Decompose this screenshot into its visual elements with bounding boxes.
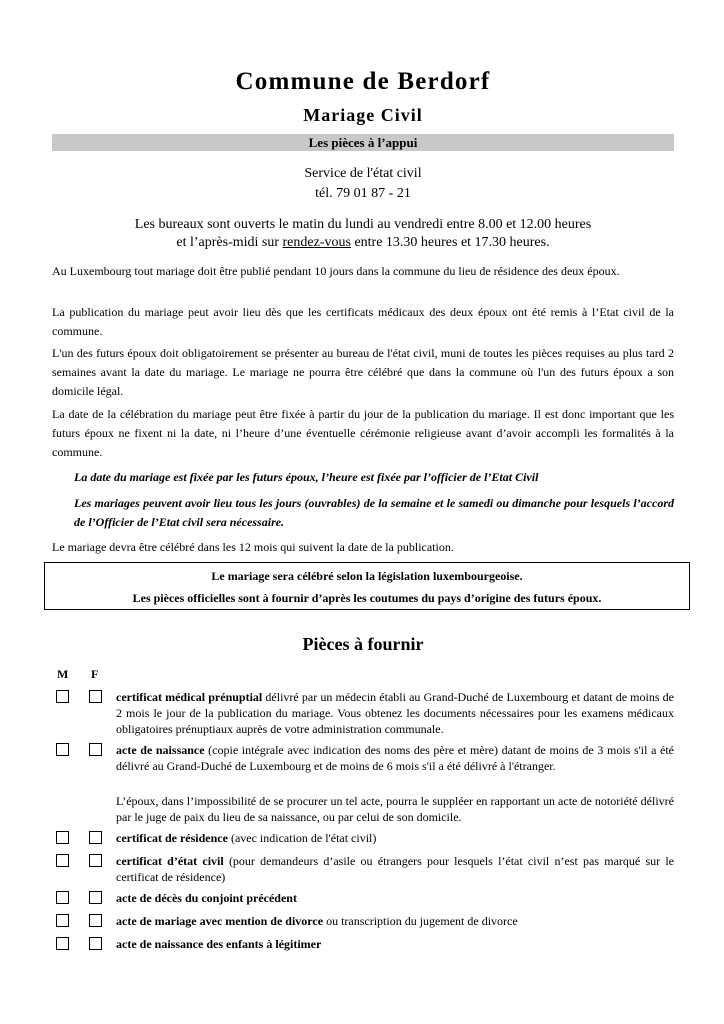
column-header-m: M: [57, 667, 69, 681]
piece-name: acte de naissance des enfants à légitimer: [116, 937, 322, 951]
service-name: Service de l'état civil: [304, 166, 422, 181]
checkbox-f[interactable]: [89, 831, 102, 844]
piece-name: acte de naissance: [116, 743, 205, 757]
checkbox-f[interactable]: [89, 690, 102, 703]
checkbox-f[interactable]: [89, 743, 102, 756]
piece-name: certificat médical prénuptial: [116, 690, 263, 704]
legislation-box: [44, 562, 690, 610]
checkbox-f[interactable]: [89, 891, 102, 904]
piece-text: [116, 936, 674, 952]
checkbox-f[interactable]: [89, 937, 102, 950]
section-band: Les pièces à l’appui: [52, 134, 674, 151]
checkbox-m[interactable]: [56, 854, 69, 867]
hours-line-2: [52, 234, 674, 252]
checkbox-m[interactable]: [56, 891, 69, 904]
italic-note-jours: Les mariages peuvent avoir lieu tous les jours (ouvrables) de la semaine et le samedi ou dimanche pour lesquels l’accord de l’Officier de l’Etat civil sera nécessaire.: [74, 496, 674, 529]
piece-name: certificat de résidence: [116, 831, 228, 845]
legislation-line-1: Le mariage sera célébré selon la législation luxembourgeoise.: [211, 569, 523, 583]
piece-details: (copie intégrale avec indication des noms des père et mère) datant de moins de 3 mois s'il a été délivré au Grand-Duché de Luxembourg et de moins de 6 mois s'il a été délivré à l'étranger.: [116, 743, 674, 773]
piece-text: [116, 742, 674, 774]
piece-details: (pour demandeurs d’asile ou étrangers pour lesquels l’état civil n’est pas marqué sur le certificat de résidence): [116, 854, 674, 884]
hours-line-2-post: entre 13.30 heures et 17.30 heures.: [350, 235, 550, 250]
checkbox-m[interactable]: [56, 831, 69, 844]
piece-text: [116, 913, 674, 929]
piece-name: acte de décès du conjoint précédent: [116, 891, 297, 905]
paragraph-date: La date de la célébration du mariage peut être fixée à partir du jour de la publication du mariage. Il est donc important que les futurs époux ne fixent ni la date, ni l’heure d’une éventuelle cérémonie religieuse avant d’avoir accompli les formalités à la commune.: [52, 407, 674, 459]
rendez-vous-link[interactable]: rendez-vous: [282, 235, 351, 250]
paragraph-bureau: L'un des futurs époux doit obligatoirement se présenter au bureau de l'état civil, muni de toutes les pièces requises au plus tard 2 semaines avant la date du mariage. Le mariage ne pourra être célébré que dans la commune où l'un des futurs époux a son domicile légal.: [52, 346, 674, 398]
piece-text: [116, 830, 674, 846]
checkbox-f[interactable]: [89, 914, 102, 927]
piece-details: ou transcription du jugement de divorce: [323, 914, 518, 928]
piece-name: certificat d’état civil: [116, 854, 224, 868]
service-block: [52, 164, 674, 204]
piece-details: délivré par un médecin établi au Grand-Duché de Luxembourg et datant de moins de 2 mois le jour de la publication du mariage. Vous obtenez les documents nécessaires pour les examens médicaux obligatoires prénuptiaux auprès de votre administration communale.: [116, 690, 674, 736]
checkbox-m[interactable]: [56, 914, 69, 927]
service-phone: tél. 79 01 87 - 21: [315, 186, 411, 201]
piece-text: [116, 890, 674, 906]
checkbox-f[interactable]: [89, 854, 102, 867]
paragraph-publication: Au Luxembourg tout mariage doit être publié pendant 10 jours dans la commune du lieu de résidence des deux époux.: [52, 264, 620, 278]
column-header-f: F: [91, 667, 99, 681]
paragraph-certificats: La publication du mariage peut avoir lieu dès que les certificats médicaux des deux époux ont été remis à l’Etat civil de la commune.: [52, 305, 674, 338]
paragraph-delai: Le mariage devra être célébré dans les 12 mois qui suivent la date de la publication.: [52, 540, 454, 554]
hours-line-2-pre: et l’après-midi sur: [176, 235, 283, 250]
piece-note: L’époux, dans l’impossibilité de se procurer un tel acte, pourra le suppléer en rapportant un acte de notoriété délivré par le juge de paix du lieu de sa naissance, ou par celui de son domicile.: [116, 794, 674, 824]
piece-text: [116, 689, 674, 737]
piece-details: (avec indication de l'état civil): [227, 831, 377, 845]
checkbox-m[interactable]: [56, 937, 69, 950]
italic-note-heure: La date du mariage est fixée par les futurs époux, l’heure est fixée par l’officier de l’Etat Civil: [74, 470, 539, 484]
pieces-title: Pièces à fournir: [302, 634, 424, 654]
checkbox-m[interactable]: [56, 743, 69, 756]
checkbox-m[interactable]: [56, 690, 69, 703]
opening-hours: [52, 216, 674, 252]
hours-line-1: Les bureaux sont ouverts le matin du lundi au vendredi entre 8.00 et 12.00 heures: [134, 217, 592, 232]
piece-name: acte de mariage avec mention de divorce: [116, 914, 324, 928]
legislation-line-2: Les pièces officielles sont à fournir d’après les coutumes du pays d’origine des futurs époux.: [132, 591, 602, 605]
page-title: Commune de Berdorf: [235, 68, 491, 95]
piece-text: [116, 853, 674, 885]
page-subtitle: Mariage Civil: [303, 105, 423, 125]
